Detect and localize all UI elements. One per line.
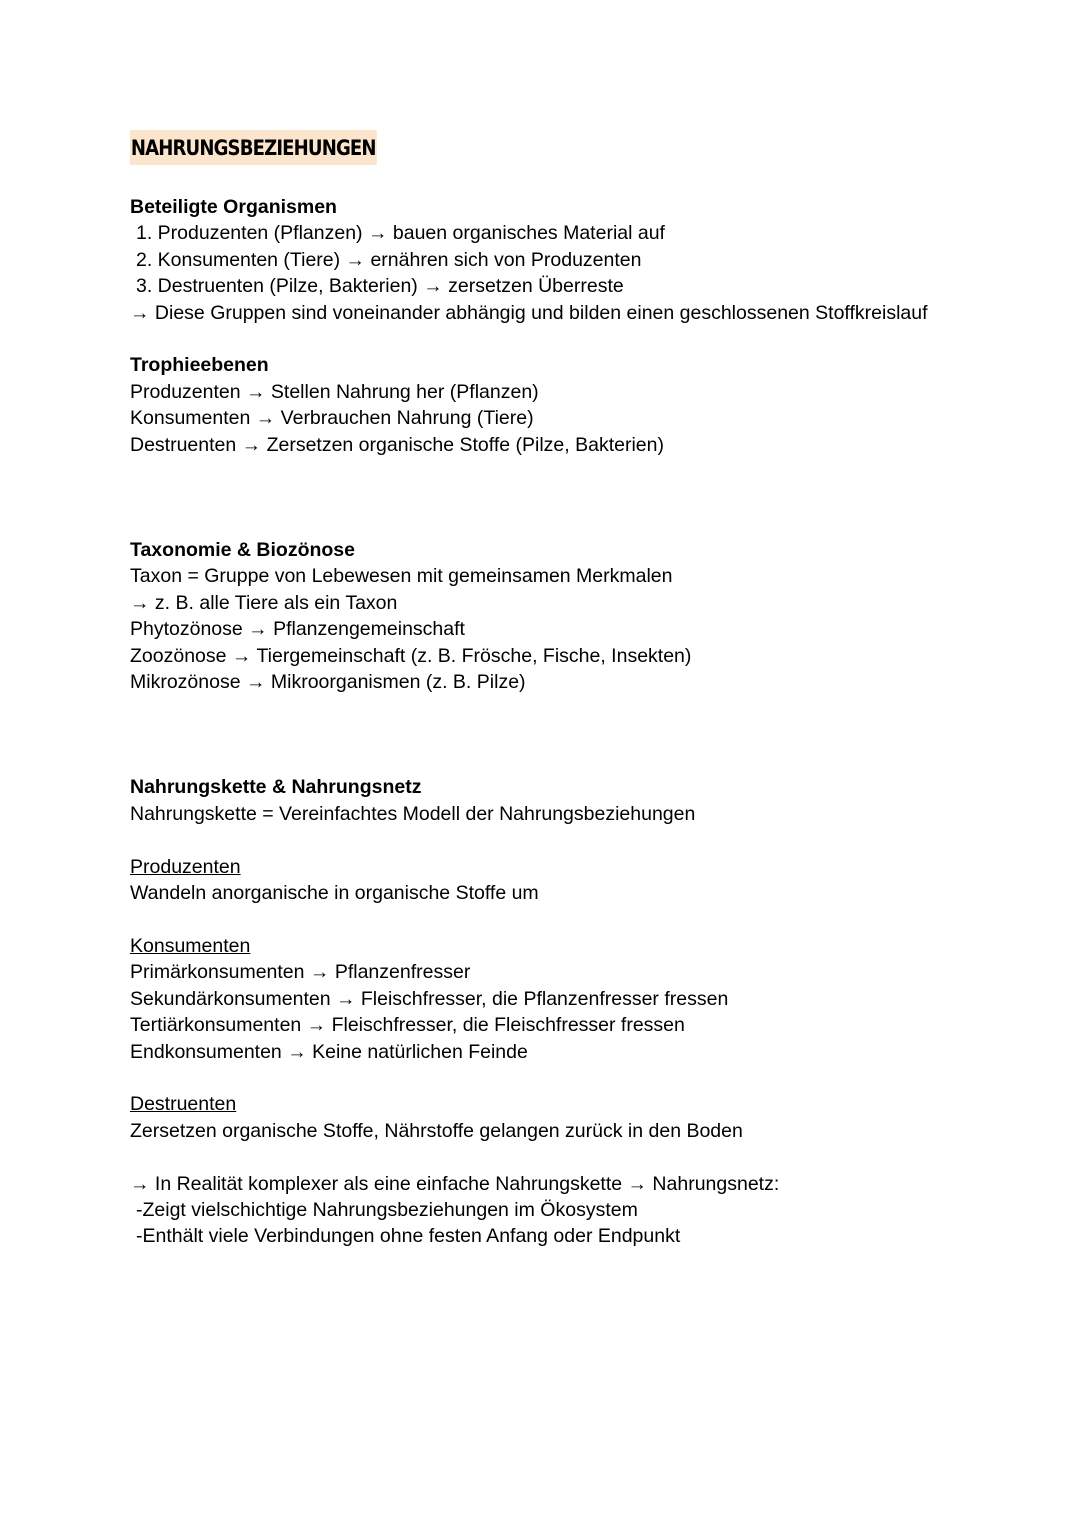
text-line: Wandeln anorganische in organische Stoffe um: [130, 882, 539, 905]
section-heading-organismen: Beteiligte Organismen: [130, 196, 337, 218]
nahrungskette-definition: Nahrungskette = Vereinfachtes Modell der Nahrungsbeziehungen: [130, 802, 696, 825]
text-line: Phytozönose → Pflanzengemeinschaft: [130, 618, 465, 641]
text-line: Primärkonsumenten → Pflanzenfresser: [130, 961, 471, 984]
subheading-konsumenten: Konsumenten: [130, 934, 251, 957]
page-title: NAHRUNGSBEZIEHUNGEN: [130, 130, 377, 165]
text-line: Konsumenten → Verbrauchen Nahrung (Tiere): [130, 407, 534, 430]
text-line: Zoozönose → Tiergemeinschaft (z. B. Frösche, Fische, Insekten): [130, 644, 692, 667]
subheading-destruenten: Destruenten: [130, 1093, 237, 1116]
document-body: [130, 194, 1030, 1250]
organismen-summary: → Diese Gruppen sind voneinander abhängig und bilden einen geschlossenen Stoffkreislauf: [130, 301, 928, 324]
list-item: -Zeigt vielschichtige Nahrungsbeziehungen im Ökosystem: [136, 1198, 638, 1221]
text-line: Mikrozönose → Mikroorganismen (z. B. Pilze): [130, 671, 526, 694]
subheading-produzenten: Produzenten: [130, 855, 241, 878]
list-item: 3. Destruenten (Pilze, Bakterien) → zersetzen Überreste: [136, 275, 624, 298]
text-line: Endkonsumenten → Keine natürlichen Feinde: [130, 1040, 528, 1063]
section-heading-trophie: Trophieebenen: [130, 354, 269, 377]
text-line: Taxon = Gruppe von Lebewesen mit gemeinsamen Merkmalen: [130, 565, 673, 588]
list-item: -Enthält viele Verbindungen ohne festen Anfang oder Endpunkt: [136, 1225, 681, 1248]
text-line: Destruenten → Zersetzen organische Stoffe (Pilze, Bakterien): [130, 433, 664, 456]
text-line: Produzenten → Stellen Nahrung her (Pflanzen): [130, 380, 539, 403]
text-line: Sekundärkonsumenten → Fleischfresser, die Pflanzenfresser fressen: [130, 987, 729, 1010]
list-item: 2. Konsumenten (Tiere) → ernähren sich von Produzenten: [136, 248, 642, 271]
text-line: Tertiärkonsumenten → Fleischfresser, die Fleischfresser fressen: [130, 1014, 685, 1037]
section-heading-nahrungskette: Nahrungskette & Nahrungsnetz: [130, 776, 422, 799]
section-heading-taxonomie: Taxonomie & Biozönose: [130, 539, 355, 562]
text-line: → z. B. alle Tiere als ein Taxon: [130, 591, 398, 614]
text-line: Zersetzen organische Stoffe, Nährstoffe gelangen zurück in den Boden: [130, 1119, 743, 1142]
nahrungsnetz-intro: → In Realität komplexer als eine einfache Nahrungskette → Nahrungsnetz:: [130, 1172, 780, 1195]
list-item: 1. Produzenten (Pflanzen) → bauen organisches Material auf: [136, 222, 665, 245]
